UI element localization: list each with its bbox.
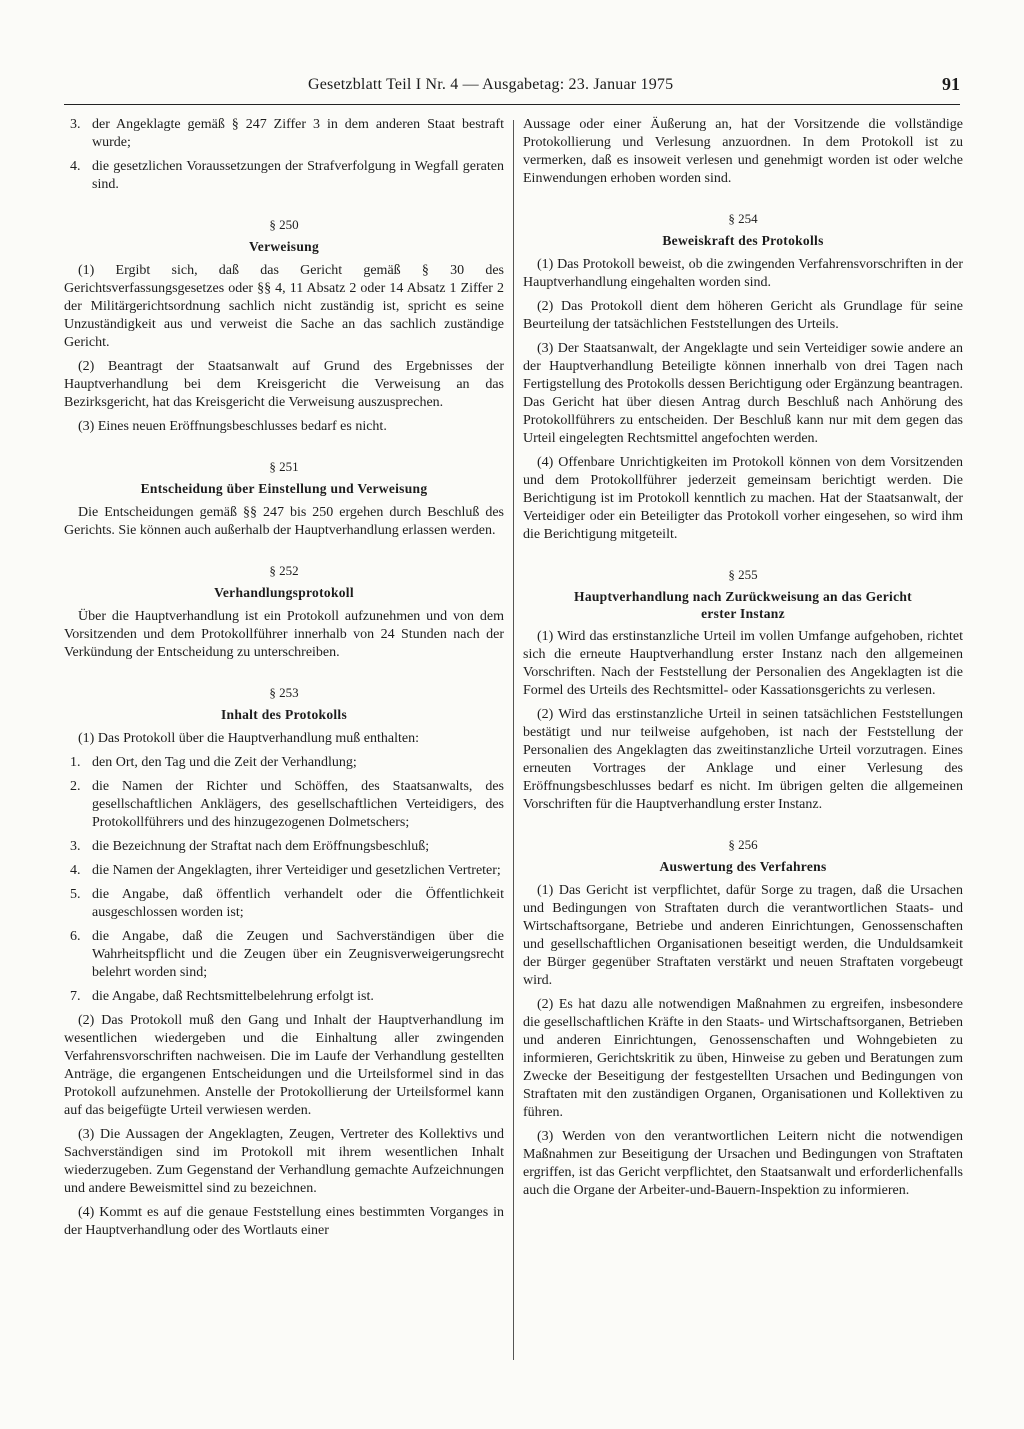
page-header — [64, 74, 960, 105]
paragraph: (1) Das Protokoll beweist, ob die zwingenden Verfahrensvorschriften in der Hauptverhandlung eingehalten worden sind. — [523, 257, 963, 290]
section-title: Entscheidung über Einstellung und Verweisung — [140, 481, 428, 496]
list-item: 2. die Namen der Richter und Schöffen, des Staatsanwalts, des gesellschaftlichen Anklägers, des gesellschaftlichen Verteidigers, des Protokollführers und des hinzugezogenen Dolmetschers; — [70, 779, 504, 830]
list-item: 7. die Angabe, daß Rechtsmittelbelehrung erfolgt ist. — [70, 989, 374, 1004]
paragraph: (3) Die Aussagen der Angeklagten, Zeugen, Vertreter des Kollektivs und Sachverständigen sind im Protokoll mit ihrem wesentlichen Inhalt wiederzugeben. Zum Gegenstand der Verhandlung gemachte Aufzeichnungen und andere Beweismittel sind zu bezeichnen. — [64, 1127, 504, 1196]
section-title: Verweisung — [248, 239, 319, 254]
section-title-line: erster Instanz — [701, 606, 785, 621]
paragraph: Aussage oder einer Äußerung an, hat der Vorsitzende die vollständige Protokollierung und Verlesung anzuordnen. In dem Protokoll ist zu vermerken, daß es insoweit verlesen und genehmigt worden ist oder welche Einwendungen erhoben worden sind. — [523, 117, 963, 186]
paragraph: Über die Hauptverhandlung ist ein Protokoll aufzunehmen und von dem Vorsitzenden und dem Protokollführer innerhalb von 24 Stunden nach der Verkündung der Entscheidung zu unterschreiben. — [64, 609, 504, 660]
paragraph: Die Entscheidungen gemäß §§ 247 bis 250 ergehen durch Beschluß des Gerichts. Sie können auch außerhalb der Hauptverhandlung erlassen werden. — [64, 505, 504, 538]
paragraph: (2) Es hat dazu alle notwendigen Maßnahmen zu ergreifen, insbesondere die gesellschaftlichen Kräfte in den Staats- und Wirtschaftsorganen, Betrieben und anderen Einrichtungen, Genossenschaften und Wohngebieten zu informieren, Gerichtskritik zu üben, Hinweise zu geben und Beratungen zum Zwecke der Beseitigung der festgestellten Ursachen und Bedingungen von Straftaten mit den zuständigen Organen, Organisationen und Kollektiven zu führen. — [523, 997, 963, 1120]
section-number: § 254 — [728, 211, 758, 226]
paragraph: (1) Wird das erstinstanzliche Urteil im vollen Umfange aufgehoben, richtet sich die erneute Hauptverhandlung erster Instanz nach den allgemeinen Vorschriften. Nach der Feststellung der Personalien des Angeklagten ist die Formel des Urteils des Rechtsmittel- oder Kassationsgerichts zu verlesen. — [523, 629, 963, 698]
list-item: 5. die Angabe, daß öffentlich verhandelt oder die Öffentlichkeit ausgeschlossen worden ist; — [70, 887, 504, 920]
section-number: § 256 — [728, 837, 758, 852]
list-item: 4. die Namen der Angeklagten, ihrer Verteidiger und gesetzlichen Vertreter; — [70, 863, 501, 878]
column-divider — [513, 120, 514, 1360]
paragraph: (4) Offenbare Unrichtigkeiten im Protokoll können von dem Vorsitzenden und dem Protokollführer jederzeit gemeinsam berichtigt werden. Die Berichtigung ist im Protokoll kenntlich zu machen. Hat der Staatsanwalt, der Verteidiger oder ein Beteiligter das Protokoll vorher eingesehen, so wird ihm die Berichtigung mitgeteilt. — [523, 455, 963, 542]
list-item: 4. die gesetzlichen Voraussetzungen der Strafverfolgung in Wegfall geraten sind. — [70, 159, 504, 192]
section-title — [523, 588, 963, 622]
section-number: § 255 — [728, 567, 758, 582]
paragraph: (2) Das Protokoll muß den Gang und Inhalt der Hauptverhandlung im wesentlichen wiedergeben und die Einhaltung aller zwingenden Verfahrensvorschriften nachweisen. Die im Laufe der Verhandlung gestellten Anträge, die ergangenen Entscheidungen und die Urteilsformel sind in das Protokoll aufzunehmen. Anstelle der Protokollierung der Urteilsformel kann auf das beigefügte Urteil verwiesen werden. — [64, 1013, 504, 1118]
list-item: 6. die Angabe, daß die Zeugen und Sachverständigen über die Wahrheitspflicht und die Zeugen über ein Zeugnisverweigerungsrecht belehrt worden sind; — [70, 929, 504, 980]
paragraph: (4) Kommt es auf die genaue Feststellung eines bestimmten Vorganges in der Hauptverhandlung oder des Wortlauts einer — [64, 1205, 504, 1238]
left-column — [64, 116, 504, 1246]
paragraph: (1) Ergibt sich, daß das Gericht gemäß § 30 des Gerichtsverfassungsgesetzes oder §§ 4, 11 Absatz 2 oder 14 Absatz 1 Ziffer 2 der Militärgerichtsordnung sachlich nicht zuständig ist, spricht es seine Unzuständigkeit aus und verweist die Sache an das sachlich zuständige Gericht. — [64, 263, 504, 350]
paragraph: (1) Das Protokoll über die Hauptverhandlung muß enthalten: — [78, 731, 419, 746]
section-title: Auswertung des Verfahrens — [659, 859, 827, 874]
list-item: 3. die Bezeichnung der Straftat nach dem Eröffnungsbeschluß; — [70, 839, 430, 854]
paragraph: (2) Das Protokoll dient dem höheren Gericht als Grundlage für seine Beurteilung der tatsächlichen Feststellungen des Urteils. — [523, 299, 963, 332]
list-item: 3. der Angeklagte gemäß § 247 Ziffer 3 in dem anderen Staat bestraft wurde; — [70, 117, 504, 150]
section-title: Verhandlungsprotokoll — [214, 585, 354, 600]
section-title-line: Hauptverhandlung nach Zurückweisung an das Gericht — [574, 589, 912, 604]
section-number: § 252 — [269, 563, 299, 578]
header-title: Gesetzblatt Teil I Nr. 4 — Ausgabetag: 23. Januar 1975 — [308, 76, 674, 93]
section-title: Beweiskraft des Protokolls — [662, 233, 824, 248]
list-item: 1. den Ort, den Tag und die Zeit der Verhandlung; — [70, 755, 357, 770]
section-number: § 251 — [269, 459, 299, 474]
paragraph: (2) Beantragt der Staatsanwalt auf Grund des Ergebnisses der Hauptverhandlung bei dem Kreisgericht die Verweisung an das Bezirksgericht, hat das Kreisgericht die Verweisung auszusprechen. — [64, 359, 504, 410]
paragraph: (2) Wird das erstinstanzliche Urteil in seinen tatsächlichen Feststellungen bestätigt und nur teilweise aufgehoben, ist nach der Feststellung der Personalien des Angeklagten das zweitinstanzliche Urteil vorzutragen. Eines erneuten Vortrages der Anklage und einer Verlesung des Eröffnungsbeschlusses bedarf es nicht. Im übrigen gelten die allgemeinen Vorschriften für die Hauptverhandlung erster Instanz. — [523, 707, 963, 812]
page-number: 91 — [942, 74, 960, 94]
paragraph: (3) Eines neuen Eröffnungsbeschlusses bedarf es nicht. — [78, 419, 387, 434]
paragraph: (1) Das Gericht ist verpflichtet, dafür Sorge zu tragen, daß die Ursachen und Bedingungen von Straftaten durch die verantwortlichen Staats- und Wirtschaftsorgane, Betriebe und anderen Einrichtungen, Genossenschaften und gesellschaftlichen Organisationen beseitigt werden, die Unduldsamkeit der Bürger gegenüber Straftaten verstärkt und neuen Straftaten vorgebeugt wird. — [523, 883, 963, 988]
right-column — [523, 116, 963, 1206]
paragraph: (3) Der Staatsanwalt, der Angeklagte und sein Verteidiger sowie andere an der Hauptverhandlung Beteiligte können innerhalb von drei Tagen nach Fertigstellung des Protokolls dessen Berichtigung oder Ergänzung beantragen. Das Gericht hat über diesen Antrag durch Beschluß nach Anhörung des Protokollführers zu entscheiden. Der Beschluß kann nur mit dem gegen das Urteil eingelegten Rechtsmittel angefochten werden. — [523, 341, 963, 446]
section-number: § 253 — [269, 685, 299, 700]
section-number: § 250 — [269, 217, 299, 232]
section-title: Inhalt des Protokolls — [220, 707, 348, 722]
paragraph: (3) Werden von den verantwortlichen Leitern nicht die notwendigen Maßnahmen zur Beseitigung der Ursachen und Bedingungen von Straftaten ergriffen, ist das Gericht verpflichtet, den Staatsanwalt und erforderlichenfalls auch die Organe der Arbeiter-und-Bauern-Inspektion zu informieren. — [523, 1129, 963, 1198]
